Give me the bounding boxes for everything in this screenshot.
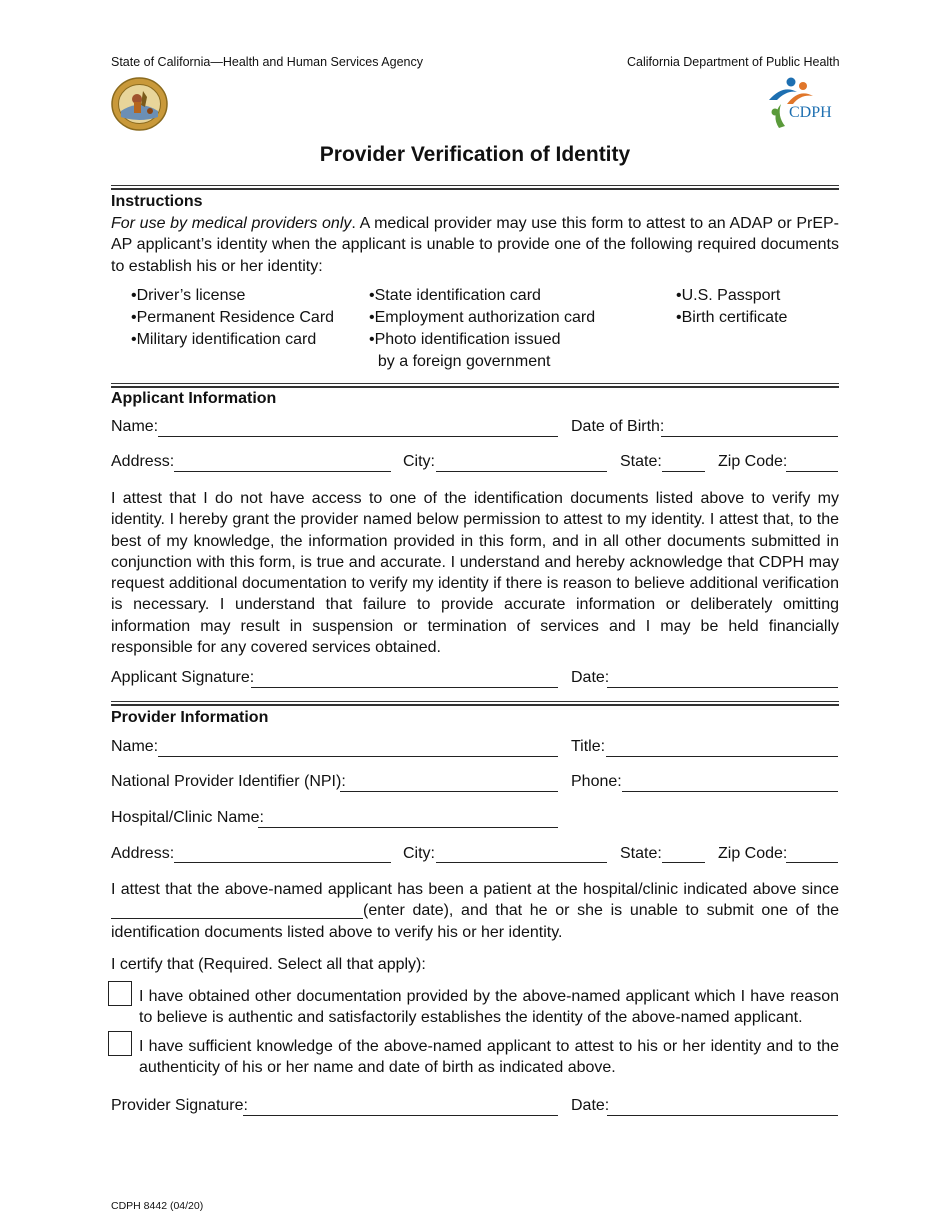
- provider-attest-line2: (enter date), and that he or she is unable to submit one of the: [363, 902, 839, 919]
- applicant-address-label: Address:: [111, 453, 175, 470]
- provider-title-field[interactable]: [606, 756, 838, 757]
- applicant-state-field[interactable]: [662, 471, 705, 472]
- document-list-col1: [131, 285, 334, 351]
- applicant-city-field[interactable]: [436, 471, 607, 472]
- provider-npi-field[interactable]: [340, 791, 558, 792]
- applicant-signature-field[interactable]: [251, 687, 558, 688]
- instructions-intro-italic: For use by medical providers only: [111, 215, 352, 232]
- list-item: •Photo identification issued: [369, 331, 561, 348]
- list-item: •Driver’s license: [131, 287, 246, 304]
- provider-zip-field[interactable]: [786, 862, 838, 863]
- applicant-state-label: State:: [620, 453, 662, 470]
- cdph-logo-text: CDPH: [789, 104, 832, 121]
- provider-attest-line1: I attest that the above-named applicant has been a patient at the hospital/clinic indicated above since: [111, 881, 839, 898]
- applicant-dob-label: Date of Birth:: [571, 418, 665, 435]
- agency-name: State of California—Health and Human Services Agency: [111, 55, 423, 69]
- provider-name-label: Name:: [111, 738, 159, 755]
- provider-date-label: Date:: [571, 1097, 610, 1114]
- applicant-attestation: I attest that I do not have access to one of the identification documents listed above to verify my identity. I hereby grant the provider named below permission to attest to my identity. I attest that, to the best of my knowledge, the information provided in this form, and in all other documents submitted in conjunction with this form, is true and accurate. I understand and hereby acknowledge that CDPH may request additional documentation to verify my identity if there is reason to believe additional verification is necessary. I understand that failure to provide accurate information or deliberately omitting information may result in suspension or termination of services and I may be held financially responsible for any covered services obtained.: [111, 490, 839, 657]
- list-item: •State identification card: [369, 287, 541, 304]
- provider-address-label: Address:: [111, 845, 175, 862]
- provider-signature-field[interactable]: [243, 1115, 558, 1116]
- california-state-seal-icon: [111, 77, 168, 131]
- provider-name-field[interactable]: [158, 756, 558, 757]
- provider-state-field[interactable]: [662, 862, 705, 863]
- provider-heading: Provider Information: [111, 709, 269, 726]
- provider-city-label: City:: [403, 845, 435, 862]
- provider-address-field[interactable]: [174, 862, 391, 863]
- instructions-intro-text: . A medical provider may use this form to attest to an ADAP or PrEP-AP applicant’s identity when the applicant is unable to provide one of the following required documents to establish his or her identity:: [111, 215, 839, 275]
- document-list-col2: [369, 285, 595, 373]
- provider-signature-label: Provider Signature:: [111, 1097, 248, 1114]
- applicant-zip-label: Zip Code:: [718, 453, 788, 470]
- list-item: •U.S. Passport: [676, 287, 781, 304]
- applicant-zip-field[interactable]: [786, 471, 838, 472]
- applicant-dob-field[interactable]: [661, 436, 838, 437]
- provider-phone-field[interactable]: [622, 791, 838, 792]
- instructions-heading: Instructions: [111, 193, 203, 210]
- provider-title-label: Title:: [571, 738, 606, 755]
- section-divider: [111, 185, 839, 190]
- list-item: •Birth certificate: [676, 309, 788, 326]
- applicant-name-label: Name:: [111, 418, 159, 435]
- provider-attest-line3: identification documents listed above to verify his or her identity.: [111, 924, 563, 941]
- applicant-signature-label: Applicant Signature:: [111, 669, 255, 686]
- applicant-date-field[interactable]: [607, 687, 838, 688]
- department-name: California Department of Public Health: [627, 55, 840, 69]
- provider-zip-label: Zip Code:: [718, 845, 788, 862]
- provider-clinic-field[interactable]: [258, 827, 558, 828]
- option1-checkbox[interactable]: [108, 981, 132, 1006]
- provider-clinic-label: Hospital/Clinic Name:: [111, 809, 264, 826]
- provider-date-field[interactable]: [607, 1115, 838, 1116]
- option2-checkbox[interactable]: [108, 1031, 132, 1056]
- page-title: Provider Verification of Identity: [319, 143, 631, 166]
- applicant-name-field[interactable]: [158, 436, 558, 437]
- provider-state-label: State:: [620, 845, 662, 862]
- form-number: CDPH 8442 (04/20): [111, 1200, 204, 1212]
- document-list-col3: [676, 285, 787, 329]
- list-item: •Employment authorization card: [369, 309, 596, 326]
- applicant-heading: Applicant Information: [111, 390, 277, 407]
- list-item: by a foreign government: [369, 353, 551, 370]
- option1-text: I have obtained other documentation provided by the above-named applicant which I have reason to believe is authentic and satisfactorily establishes the identity of the above-named applicant.: [139, 988, 839, 1027]
- applicant-city-label: City:: [403, 453, 435, 470]
- provider-phone-label: Phone:: [571, 773, 622, 790]
- provider-npi-label: National Provider Identifier (NPI):: [111, 773, 346, 790]
- cdph-logo-icon: [765, 74, 841, 130]
- provider-since-date-field[interactable]: [111, 918, 363, 919]
- instructions-intro: [111, 213, 839, 277]
- section-divider: [111, 701, 839, 706]
- applicant-date-label: Date:: [571, 669, 610, 686]
- provider-city-field[interactable]: [436, 862, 607, 863]
- applicant-address-field[interactable]: [174, 471, 391, 472]
- certify-label: I certify that (Required. Select all that apply):: [111, 956, 426, 973]
- option2-text: I have sufficient knowledge of the above-named applicant to attest to his or her identity and to the authenticity of his or her name and date of birth as indicated above.: [139, 1038, 839, 1077]
- list-item: •Military identification card: [131, 331, 317, 348]
- list-item: •Permanent Residence Card: [131, 309, 335, 326]
